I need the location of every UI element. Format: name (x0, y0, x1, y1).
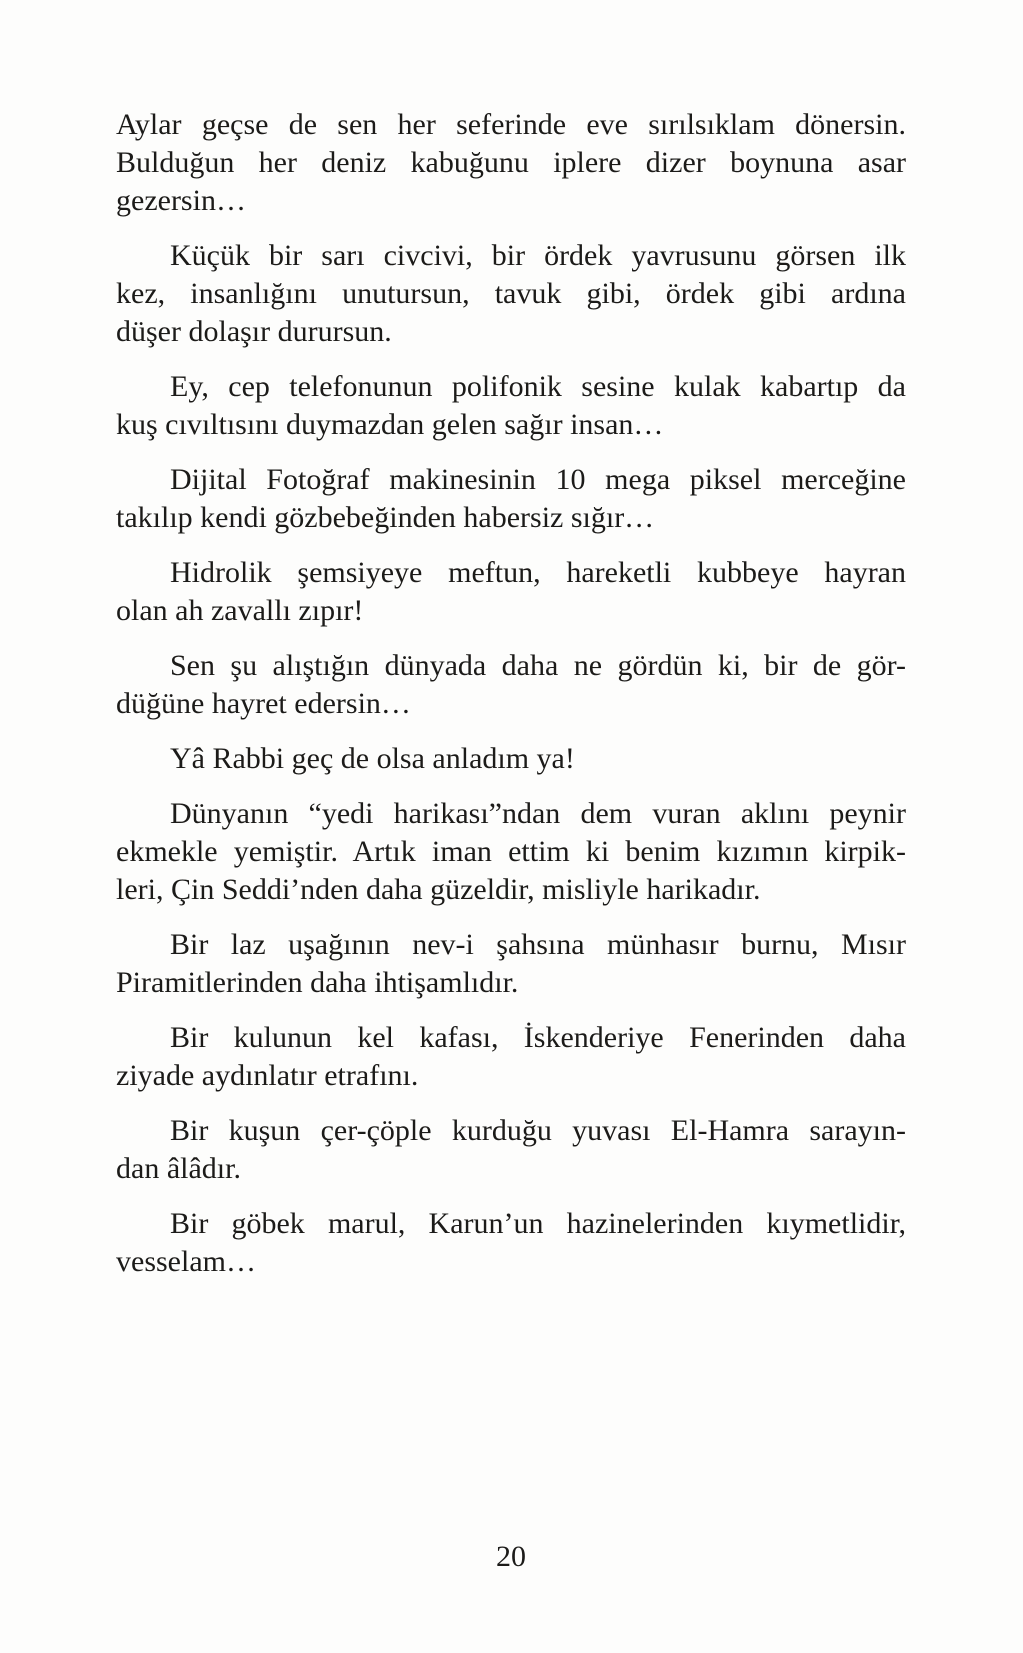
text-line: düğüne hayret edersin… (116, 687, 411, 720)
text-line: olan ah zavallı zıpır! (116, 594, 364, 627)
paragraph (116, 926, 906, 1002)
text-line: kez, insanlığını unutursun, tavuk gibi, ördek gibi ardına (116, 277, 906, 310)
text-line: takılıp kendi gözbebeğinden habersiz sığır… (116, 501, 655, 534)
paragraph (116, 1205, 906, 1281)
paragraph (116, 795, 906, 909)
text-line: Bulduğun her deniz kabuğunu iplere dizer boynuna asar (116, 146, 906, 179)
text-line: Piramitlerinden daha ihtişamlıdır. (116, 966, 519, 999)
paragraph (116, 461, 906, 537)
text-line: dan âlâdır. (116, 1152, 241, 1185)
text-line: Bir göbek marul, Karun’un hazinelerinden kıymetlidir, (170, 1207, 906, 1240)
page-number: 20 (496, 1540, 526, 1573)
text-line: Hidrolik şemsiyeye meftun, hareketli kubbeye hayran (170, 556, 906, 589)
paragraph (116, 647, 906, 723)
text-line: Aylar geçse de sen her seferinde eve sırılsıklam dönersin. (116, 108, 906, 141)
text-line: Sen şu alıştığın dünyada daha ne gördün ki, bir de gör- (170, 649, 906, 682)
text-line: Dünyanın “yedi harikası”ndan dem vuran aklını peynir (170, 797, 906, 830)
text-line: Ey, cep telefonunun polifonik sesine kulak kabartıp da (170, 370, 906, 403)
text-line: Dijital Fotoğraf makinesinin 10 mega piksel merceğine (170, 463, 906, 496)
text-line: düşer dolaşır durursun. (116, 315, 392, 348)
paragraph (116, 1112, 906, 1188)
text-line: kuş cıvıltısını duymazdan gelen sağır insan… (116, 408, 664, 441)
text-line: Bir kuşun çer-çöple kurduğu yuvası El-Hamra sarayın- (170, 1114, 906, 1147)
paragraph (116, 1019, 906, 1095)
paragraph (116, 237, 906, 351)
text-line: leri, Çin Seddi’nden daha güzeldir, misliyle harikadır. (116, 873, 761, 906)
paragraph (116, 740, 906, 778)
paragraph (116, 106, 906, 220)
paragraph (116, 368, 906, 444)
text-line: Bir laz uşağının nev-i şahsına münhasır burnu, Mısır (170, 928, 906, 961)
text-line: Bir kulunun kel kafası, İskenderiye Fenerinden daha (170, 1021, 906, 1054)
text-line: Küçük bir sarı civcivi, bir ördek yavrusunu görsen ilk (170, 239, 906, 272)
text-line: ziyade aydınlatır etrafını. (116, 1059, 419, 1092)
paragraph (116, 554, 906, 630)
text-line: ekmekle yemiştir. Artık iman ettim ki benim kızımın kirpik- (116, 835, 906, 868)
text-line: vesselam… (116, 1245, 256, 1278)
text-line: gezersin… (116, 184, 246, 217)
text-line: Yâ Rabbi geç de olsa anladım ya! (170, 742, 575, 775)
page-body (116, 106, 906, 1281)
